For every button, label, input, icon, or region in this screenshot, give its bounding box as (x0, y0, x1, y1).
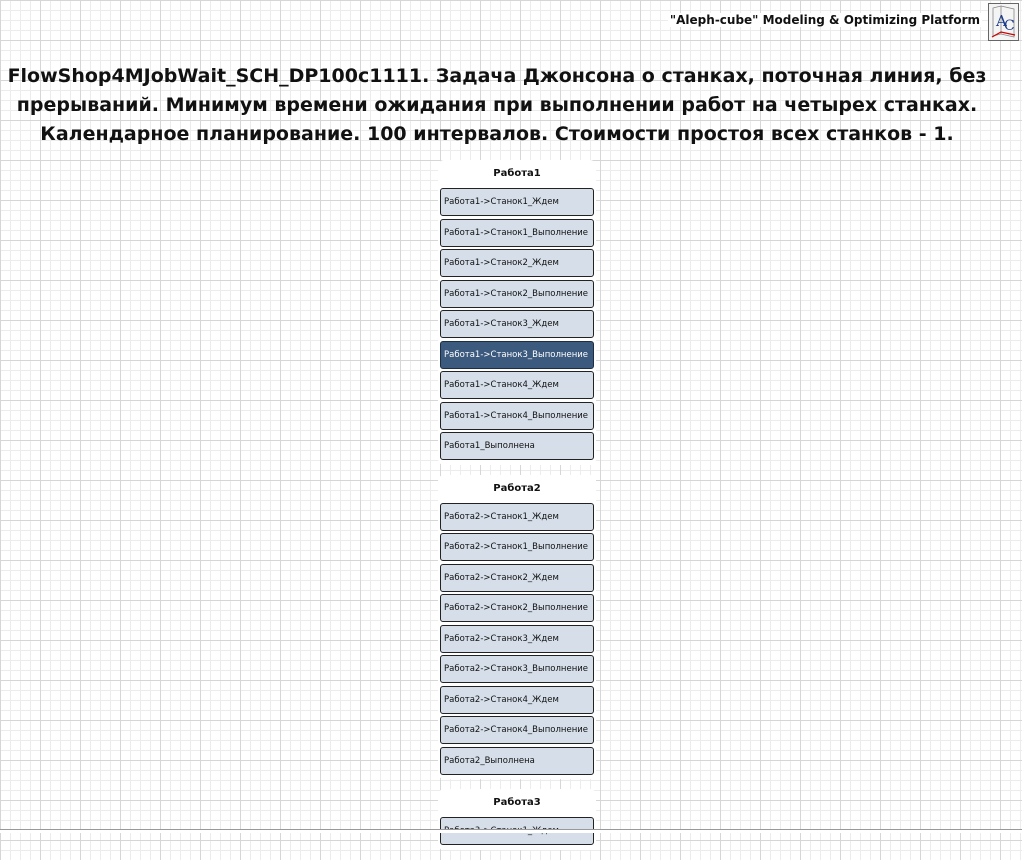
state-box[interactable]: Работа1->Станок1_Ждем (440, 188, 594, 216)
state-box[interactable]: Работа1->Станок4_Ждем (440, 371, 594, 399)
job-title: Работа2 (493, 482, 541, 494)
page-title-line: Календарное планирование. 100 интервалов. Стоимости простоя всех станков - 1. (40, 123, 954, 145)
state-box-active[interactable]: Работа1->Станок3_Выполнение (440, 341, 594, 369)
platform-label: "Aleph-cube" Modeling & Optimizing Platform (669, 13, 980, 27)
state-box[interactable]: Работа2->Станок1_Выполнение (440, 533, 594, 561)
job-group (438, 475, 596, 780)
state-box[interactable]: Работа2->Станок4_Ждем (440, 686, 594, 714)
svg-text:C: C (1004, 18, 1015, 34)
job-title: Работа1 (493, 168, 541, 179)
job-group (438, 160, 596, 465)
state-box[interactable]: Работа2_Выполнена (440, 747, 594, 775)
state-box[interactable]: Работа2->Станок3_Выполнение (440, 655, 594, 683)
state-box[interactable]: Работа2->Станок4_Выполнение (440, 716, 594, 744)
state-box[interactable]: Работа1->Станок4_Выполнение (440, 402, 594, 430)
state-box[interactable]: Работа2->Станок1_Ждем (440, 503, 594, 531)
svg-text:A: A (996, 12, 1007, 30)
job-title: Работа3 (493, 797, 541, 808)
page-title-line: прерываний. Минимум времени ожидания при выполнении работ на четырех станках. (16, 94, 978, 116)
state-box[interactable]: Работа1->Станок1_Выполнение (440, 219, 594, 247)
state-box[interactable]: Работа1->Станок2_Ждем (440, 249, 594, 277)
page-title-line: FlowShop4MJobWait_SCH_DP100c1111. Задача Джонсона о станках, поточная линия, без (7, 65, 987, 87)
state-box[interactable]: Работа1->Станок3_Ждем (440, 310, 594, 338)
state-box[interactable]: Работа1_Выполнена (440, 432, 594, 460)
window-bottom-edge (0, 829, 1022, 833)
state-box[interactable]: Работа2->Станок2_Выполнение (440, 594, 594, 622)
job-group (438, 789, 596, 850)
page-title (0, 62, 994, 149)
aleph-cube-logo-icon (988, 3, 1019, 41)
state-box[interactable]: Работа1->Станок2_Выполнение (440, 280, 594, 308)
jobs-column (438, 160, 596, 860)
state-box[interactable]: Работа2->Станок2_Ждем (440, 564, 594, 592)
state-box[interactable]: Работа2->Станок3_Ждем (440, 625, 594, 653)
